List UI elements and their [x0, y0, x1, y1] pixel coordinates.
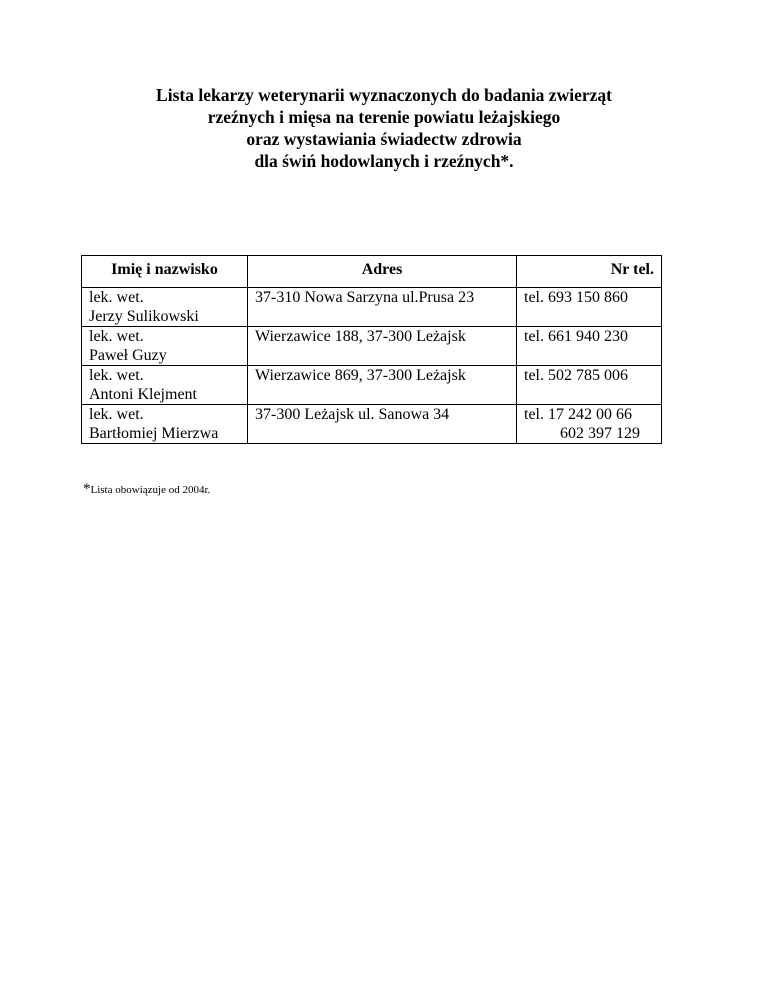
- table-row: [82, 366, 662, 405]
- table-row: [82, 327, 662, 366]
- table-header-row: [82, 256, 662, 288]
- vet-phone-cell: [517, 327, 662, 366]
- vet-phone: tel. 661 940 230: [524, 328, 628, 345]
- vet-phone: tel. 693 150 860: [524, 289, 628, 306]
- vet-name: Paweł Guzy: [89, 347, 167, 364]
- footnote: [83, 482, 210, 497]
- title-line-4: dla świń hodowlanych i rzeźnych*.: [254, 151, 514, 171]
- vet-name-cell: [82, 366, 248, 405]
- vet-phone: tel. 17 242 00 66: [524, 406, 632, 423]
- table-row: [82, 405, 662, 444]
- header-phone: Nr tel.: [517, 256, 662, 288]
- footnote-mark: *: [83, 481, 91, 497]
- vet-name-cell: [82, 288, 248, 327]
- title-line-2: rzeźnych i mięsa na terenie powiatu leżajskiego: [207, 107, 561, 127]
- vet-address: 37-310 Nowa Sarzyna ul.Prusa 23: [248, 288, 517, 327]
- title-line-1: Lista lekarzy weterynarii wyznaczonych do badania zwierząt: [156, 85, 612, 105]
- table-row: [82, 288, 662, 327]
- vet-title: lek. wet.: [89, 406, 144, 423]
- vet-name: Bartłomiej Mierzwa: [89, 425, 219, 442]
- header-name: Imię i nazwisko: [82, 256, 248, 288]
- vet-phone-cell: [517, 288, 662, 327]
- vet-phone-cell: [517, 366, 662, 405]
- vet-title: lek. wet.: [89, 289, 144, 306]
- vet-phone-secondary: 602 397 129: [560, 425, 640, 442]
- vet-title: lek. wet.: [89, 367, 144, 384]
- vet-name: Jerzy Sulikowski: [89, 308, 199, 325]
- vet-name: Antoni Klejment: [89, 386, 197, 403]
- vet-phone: tel. 502 785 006: [524, 367, 628, 384]
- footnote-text: Lista obowiązuje od 2004r.: [90, 484, 211, 496]
- vet-name-cell: [82, 405, 248, 444]
- title-line-3: oraz wystawiania świadectw zdrowia: [246, 129, 522, 149]
- vet-address: Wierzawice 188, 37-300 Leżajsk: [248, 327, 517, 366]
- document-title: [0, 84, 768, 172]
- vet-title: lek. wet.: [89, 328, 144, 345]
- vet-address: 37-300 Leżajsk ul. Sanowa 34: [248, 405, 517, 444]
- vet-phone-cell: [517, 405, 662, 444]
- vet-address: Wierzawice 869, 37-300 Leżajsk: [248, 366, 517, 405]
- header-address: Adres: [248, 256, 517, 288]
- vet-name-cell: [82, 327, 248, 366]
- veterinarians-table: [81, 255, 662, 444]
